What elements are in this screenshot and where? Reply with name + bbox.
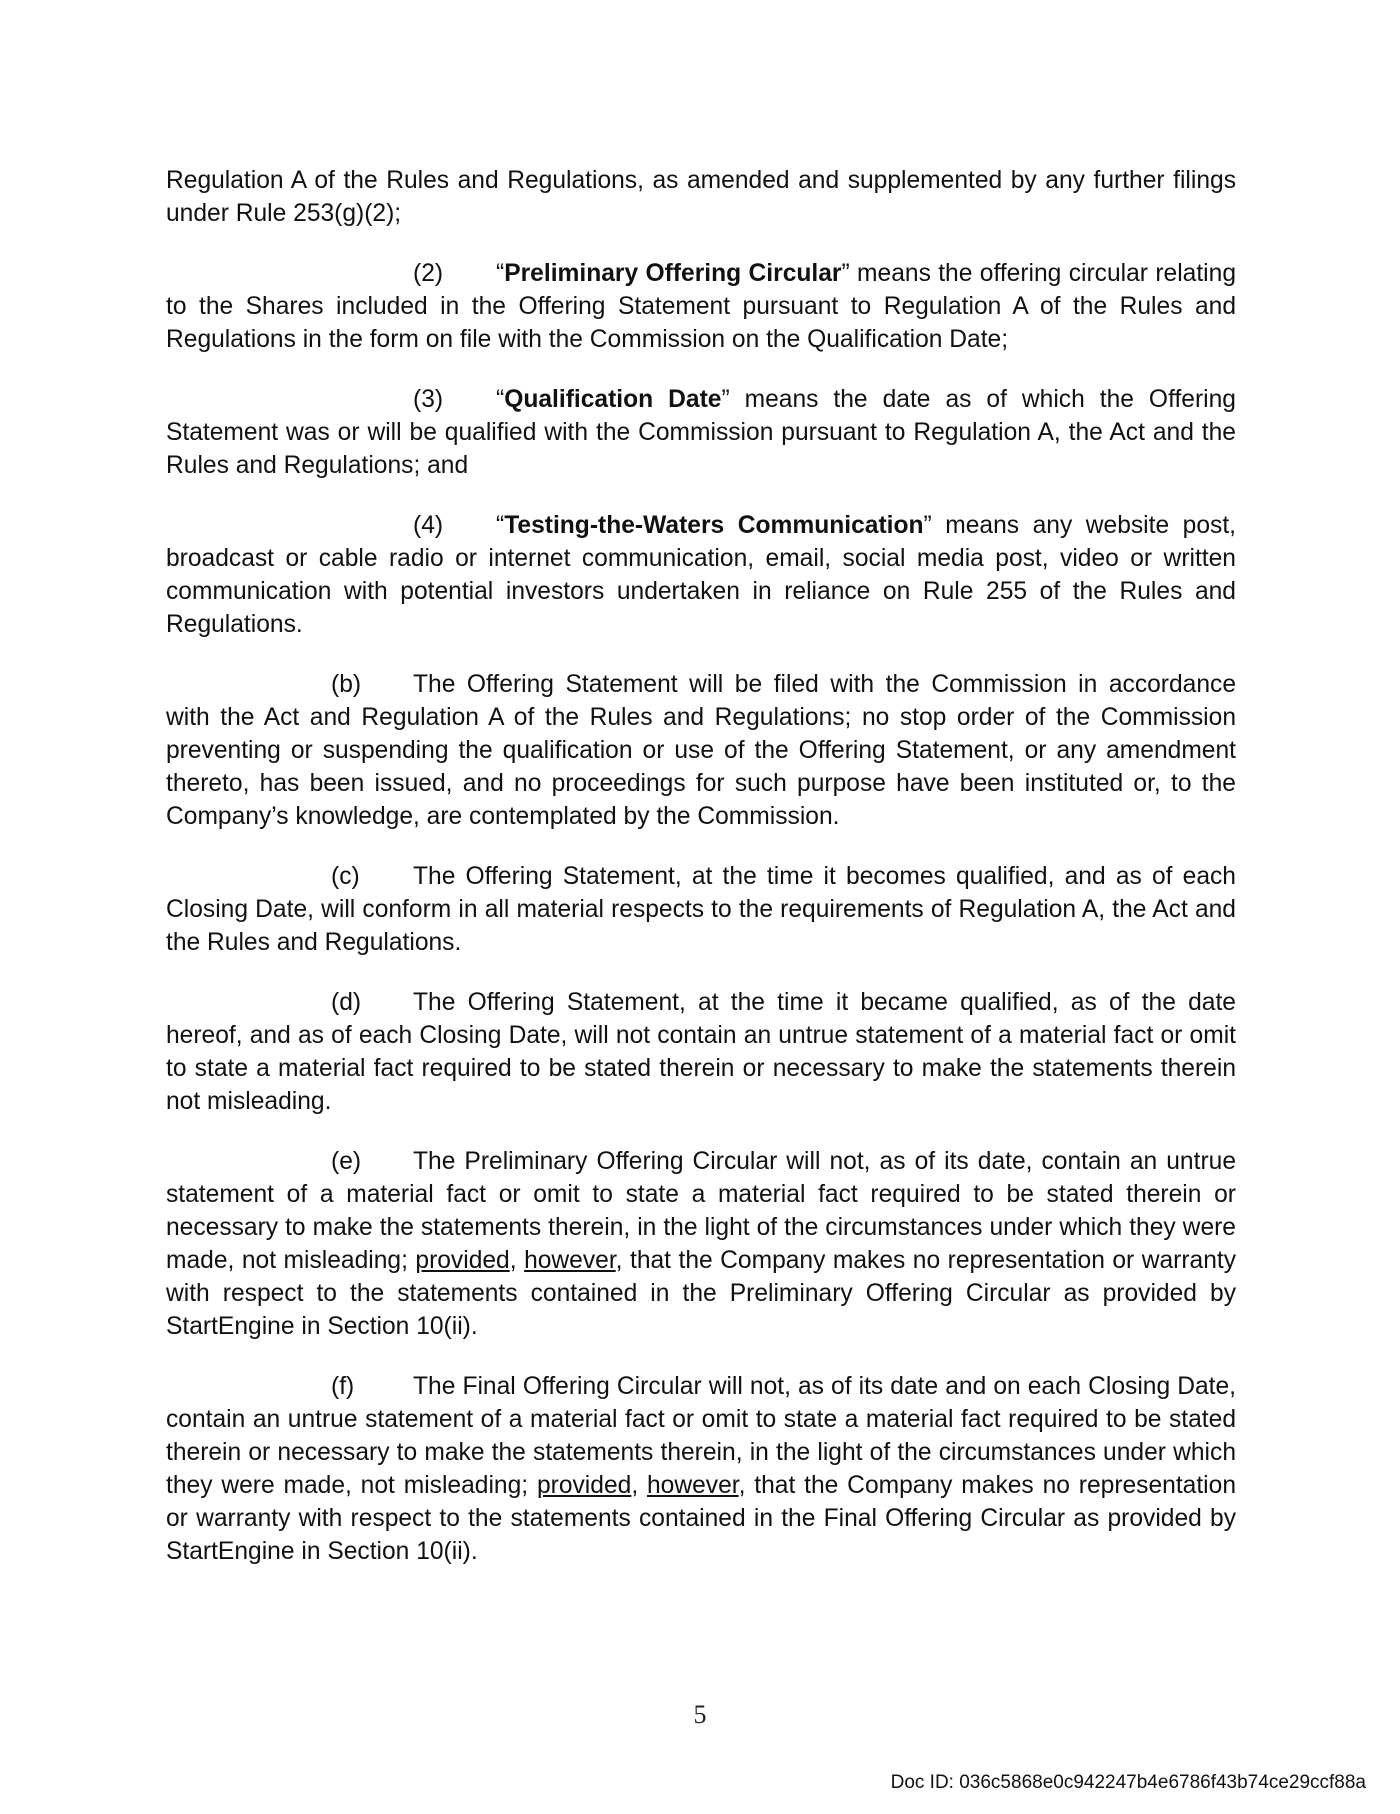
underlined-provided: provided: [415, 1247, 510, 1274]
intro-text: Regulation A of the Rules and Regulations, as amended and supplemented by any further filings under Rule 253(g)(2);: [166, 167, 1236, 227]
comma: ,: [509, 1247, 525, 1274]
underlined-however: however: [524, 1247, 616, 1274]
section-label: (b): [331, 671, 362, 698]
section-d: [166, 986, 1236, 1118]
section-label: (d): [331, 989, 362, 1016]
page-number: 5: [693, 1700, 707, 1729]
definition-3: [166, 383, 1236, 482]
open-quote: “: [496, 260, 505, 287]
definition-text: means the offering circular relating to the Shares included in the Offering Statement pursuant to Regulation A of the Rules and Regulations in the form on file with the Commission on the Qualification Date;: [166, 260, 1236, 353]
open-quote: “: [496, 512, 505, 539]
section-text: The Offering Statement, at the time it becomes qualified, and as of each Closing Date, will conform in all material respects to the requirements of Regulation A, the Act and the Rules and Regulations.: [166, 863, 1236, 956]
definition-text: means the date as of which the Offering Statement was or will be qualified with the Commission pursuant to Regulation A, the Act and the Rules and Regulations; and: [166, 386, 1236, 479]
doc-id: Doc ID: 036c5868e0c942247b4e6786f43b74ce29ccf88a: [890, 1772, 1366, 1793]
definition-number: (2): [413, 260, 444, 287]
defined-term: Preliminary Offering Circular: [504, 260, 842, 287]
section-text-continued: , that the Company makes no representation or warranty with respect to the statements contained in the Preliminary Offering Circular as provided by StartEngine in Section 10(ii).: [166, 1247, 1237, 1340]
section-c: [166, 860, 1236, 959]
comma: ,: [631, 1472, 647, 1499]
open-quote: “: [496, 386, 505, 413]
section-text: The Offering Statement will be filed with the Commission in accordance with the Act and Regulation A of the Rules and Regulations; no stop order of the Commission preventing or suspending the qualification or use of the Offering Statement, or any amendment thereto, has been issued, and no proceedings for such purpose have been instituted or, to the Company’s knowledge, are contemplated by the Commission.: [166, 671, 1236, 830]
underlined-provided: provided: [536, 1472, 632, 1499]
document-body: [166, 164, 1236, 1595]
close-quote: ”: [721, 386, 730, 413]
definition-number: (3): [413, 386, 444, 413]
definition-4: [166, 509, 1236, 641]
section-label: (f): [331, 1373, 355, 1400]
close-quote: ”: [841, 260, 850, 287]
defined-term: Qualification Date: [504, 386, 722, 413]
section-label: (c): [331, 863, 360, 890]
section-f: [166, 1370, 1236, 1568]
close-quote: ”: [923, 512, 932, 539]
section-b: [166, 668, 1236, 833]
definition-2: [166, 257, 1236, 356]
defined-term: Testing-the-Waters Communication: [504, 512, 924, 539]
section-text: The Final Offering Circular will not, as of its date and on each Closing Date, contain an untrue statement of a material fact or omit to state a material fact required to be stated therein or necessary to make the statements therein, in the light of the circumstances under which they were made, not misleading;: [166, 1373, 1236, 1499]
section-e: [166, 1145, 1236, 1343]
section-text: The Offering Statement, at the time it became qualified, as of the date hereof, and as of each Closing Date, will not contain an untrue statement of a material fact or omit to state a material fact required to be stated therein or necessary to make the statements therein not misleading.: [166, 989, 1236, 1115]
section-text: The Preliminary Offering Circular will not, as of its date, contain an untrue statement of a material fact or omit to state a material fact required to be stated therein or necessary to make the statements therein, in the light of the circumstances under which they were made, not misleading;: [166, 1148, 1236, 1274]
intro-paragraph: [166, 164, 1236, 230]
section-text-continued: , that the Company makes no representation or warranty with respect to the statements contained in the Final Offering Circular as provided by StartEngine in Section 10(ii).: [166, 1472, 1236, 1565]
section-label: (e): [331, 1148, 362, 1175]
underlined-however: however: [647, 1472, 739, 1499]
definition-number: (4): [413, 512, 444, 539]
definition-text: means any website post, broadcast or cable radio or internet communication, email, social media post, video or written communication with potential investors undertaken in reliance on Rule 255 of the Rules and Regulations.: [166, 512, 1236, 638]
